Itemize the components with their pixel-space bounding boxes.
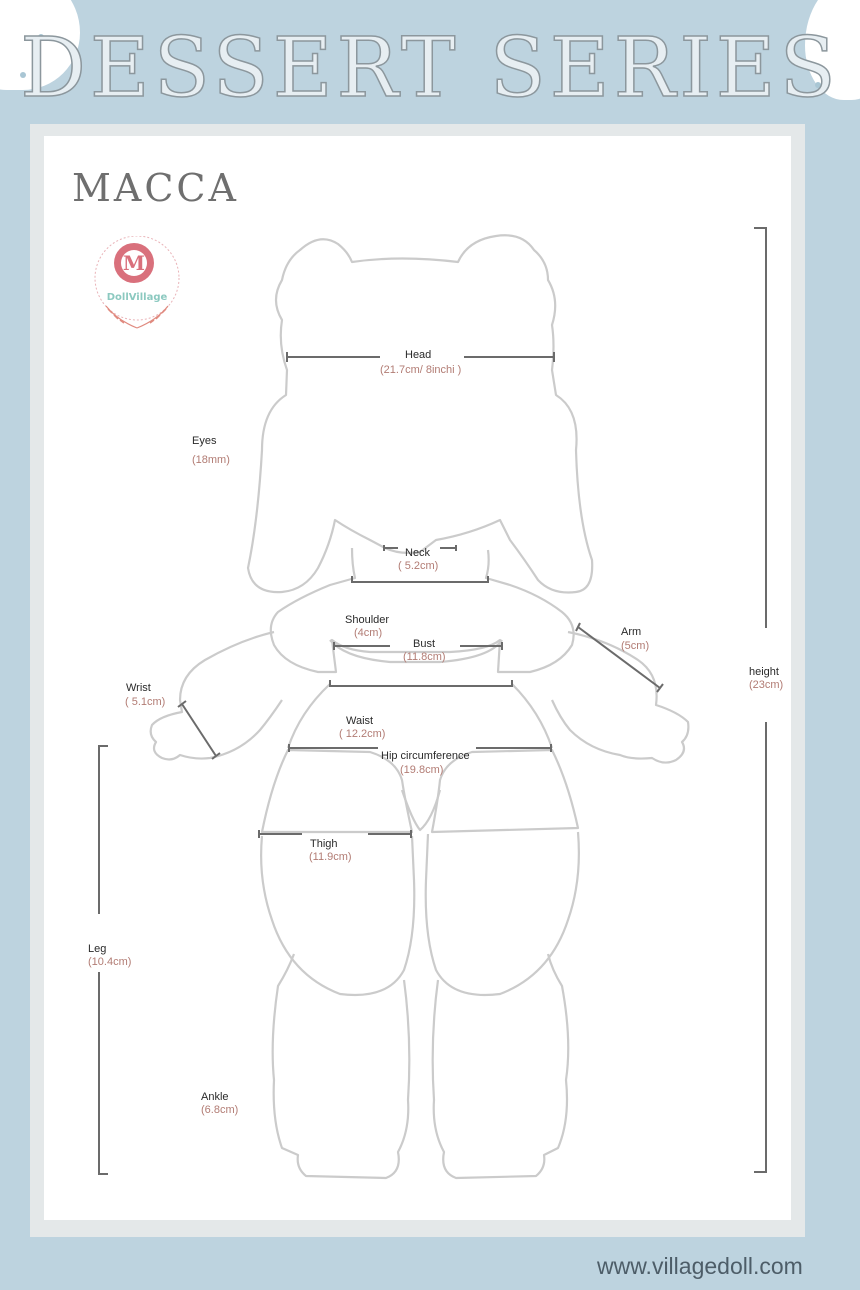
hip-label: Hip circumference	[381, 750, 470, 762]
head-label: Head	[405, 349, 432, 361]
arm-measure-line	[576, 623, 663, 692]
neck-base-line	[352, 576, 488, 582]
doll-right-thigh-outline	[426, 832, 579, 995]
leg-label: Leg	[88, 943, 107, 955]
doll-hips-outline	[262, 750, 412, 832]
bust-label: Bust	[413, 638, 436, 650]
arm-label: Arm	[621, 626, 642, 638]
svg-text:DollVillage: DollVillage	[106, 292, 168, 303]
neck-label: Neck	[405, 547, 431, 559]
thigh-value: (11.9cm)	[309, 851, 352, 863]
series-title: DESSERT SERIES	[20, 21, 840, 116]
svg-text:M: M	[122, 251, 146, 275]
arm-value: (5cm)	[621, 640, 650, 652]
height-label: height	[749, 666, 779, 678]
eyes-value: (18mm)	[192, 454, 230, 466]
head-value: (21.7cm/ 8inchi )	[380, 364, 462, 376]
doll-left-arm-outline	[151, 632, 282, 759]
wrist-value: ( 5.1cm)	[125, 696, 166, 708]
wrist-label: Wrist	[126, 682, 151, 694]
shoulder-label: Shoulder	[345, 614, 390, 626]
website-url[interactable]: www.villagedoll.com	[597, 1253, 803, 1279]
bust-value: (11.8cm)	[403, 651, 446, 663]
wrist-measure-line	[178, 701, 220, 759]
ankle-label: Ankle	[201, 1091, 229, 1103]
height-measure-bracket	[754, 228, 766, 1172]
waist-label: Waist	[346, 715, 374, 727]
height-value: (23cm)	[749, 679, 784, 691]
waist-top-line	[330, 680, 512, 686]
model-name: MACCA	[72, 166, 239, 210]
thigh-label: Thigh	[310, 838, 338, 850]
shoulder-value: (4cm)	[354, 627, 383, 639]
hip-value: (19.8cm)	[400, 764, 444, 776]
ankle-value: (6.8cm)	[201, 1104, 239, 1116]
waist-value: ( 12.2cm)	[339, 728, 386, 740]
eyes-label: Eyes	[192, 435, 217, 447]
leg-value: (10.4cm)	[88, 956, 132, 968]
neck-value: ( 5.2cm)	[398, 560, 439, 572]
doll-head-outline	[248, 235, 592, 592]
